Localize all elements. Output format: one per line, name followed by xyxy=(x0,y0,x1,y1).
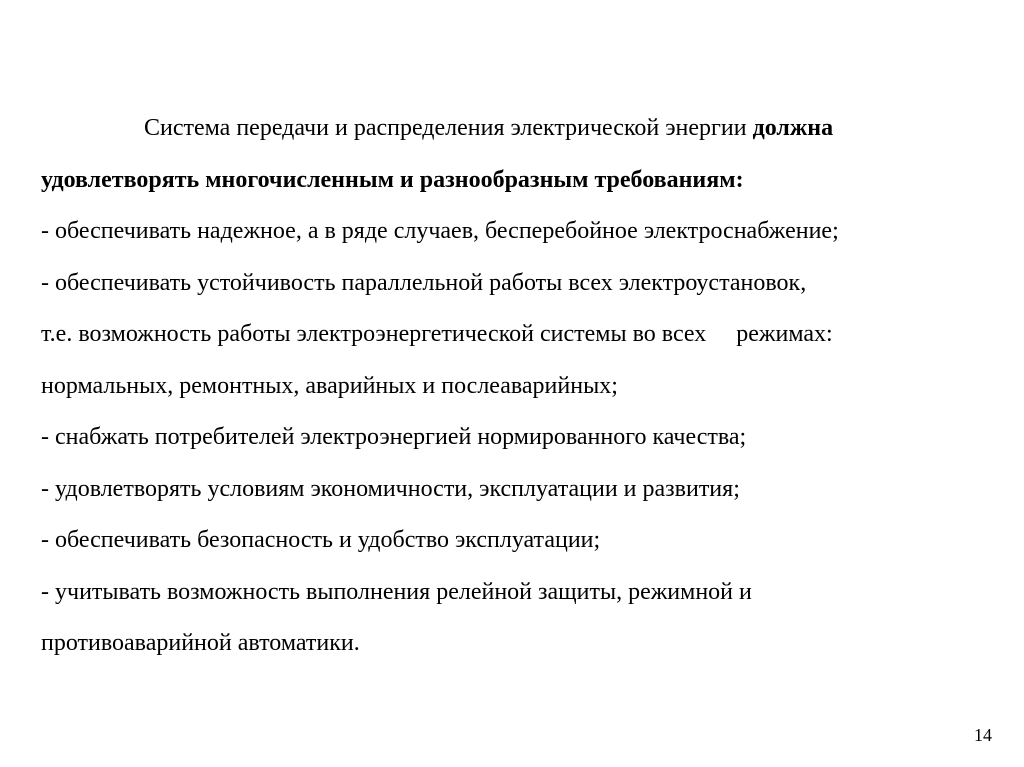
requirement-3: - снабжать потребителей электроэнергией нормированного качества; xyxy=(41,424,747,450)
requirement-6-line-1: - учитывать возможность выполнения релейной защиты, режимной и xyxy=(41,578,752,605)
intro-emphasis-1: должна xyxy=(752,115,834,141)
requirement-2-line-2-part-b: режимах: xyxy=(736,321,833,347)
requirement-6-line-2: противоаварийной автоматики. xyxy=(41,630,360,656)
requirement-4: - удовлетворять условиям экономичности, эксплуатации и развития; xyxy=(41,475,740,502)
requirement-2-line-2 xyxy=(41,309,1001,361)
requirement-1: - обеспечивать надежное, а в ряде случаев, бесперебойное электроснабжение; xyxy=(41,218,839,244)
requirement-2-line-2-part-a: т.е. возможность работы электроэнергетической системы во всех xyxy=(41,321,707,347)
requirement-5: - обеспечивать безопасность и удобство эксплуатации; xyxy=(41,527,601,553)
intro-line-1 xyxy=(41,103,1001,155)
page-number: 14 xyxy=(974,725,992,745)
requirement-2-line-1: - обеспечивать устойчивость параллельной работы всех электроустановок, xyxy=(41,269,807,296)
intro-emphasis-2: удовлетворять многочисленным и разнообразным требованиям: xyxy=(41,166,744,193)
requirement-2-line-3: нормальных, ремонтных, аварийных и послеаварийных; xyxy=(41,372,618,399)
slide-body xyxy=(41,103,1001,670)
intro-text: Система передачи и распределения электрической энергии xyxy=(144,115,753,141)
